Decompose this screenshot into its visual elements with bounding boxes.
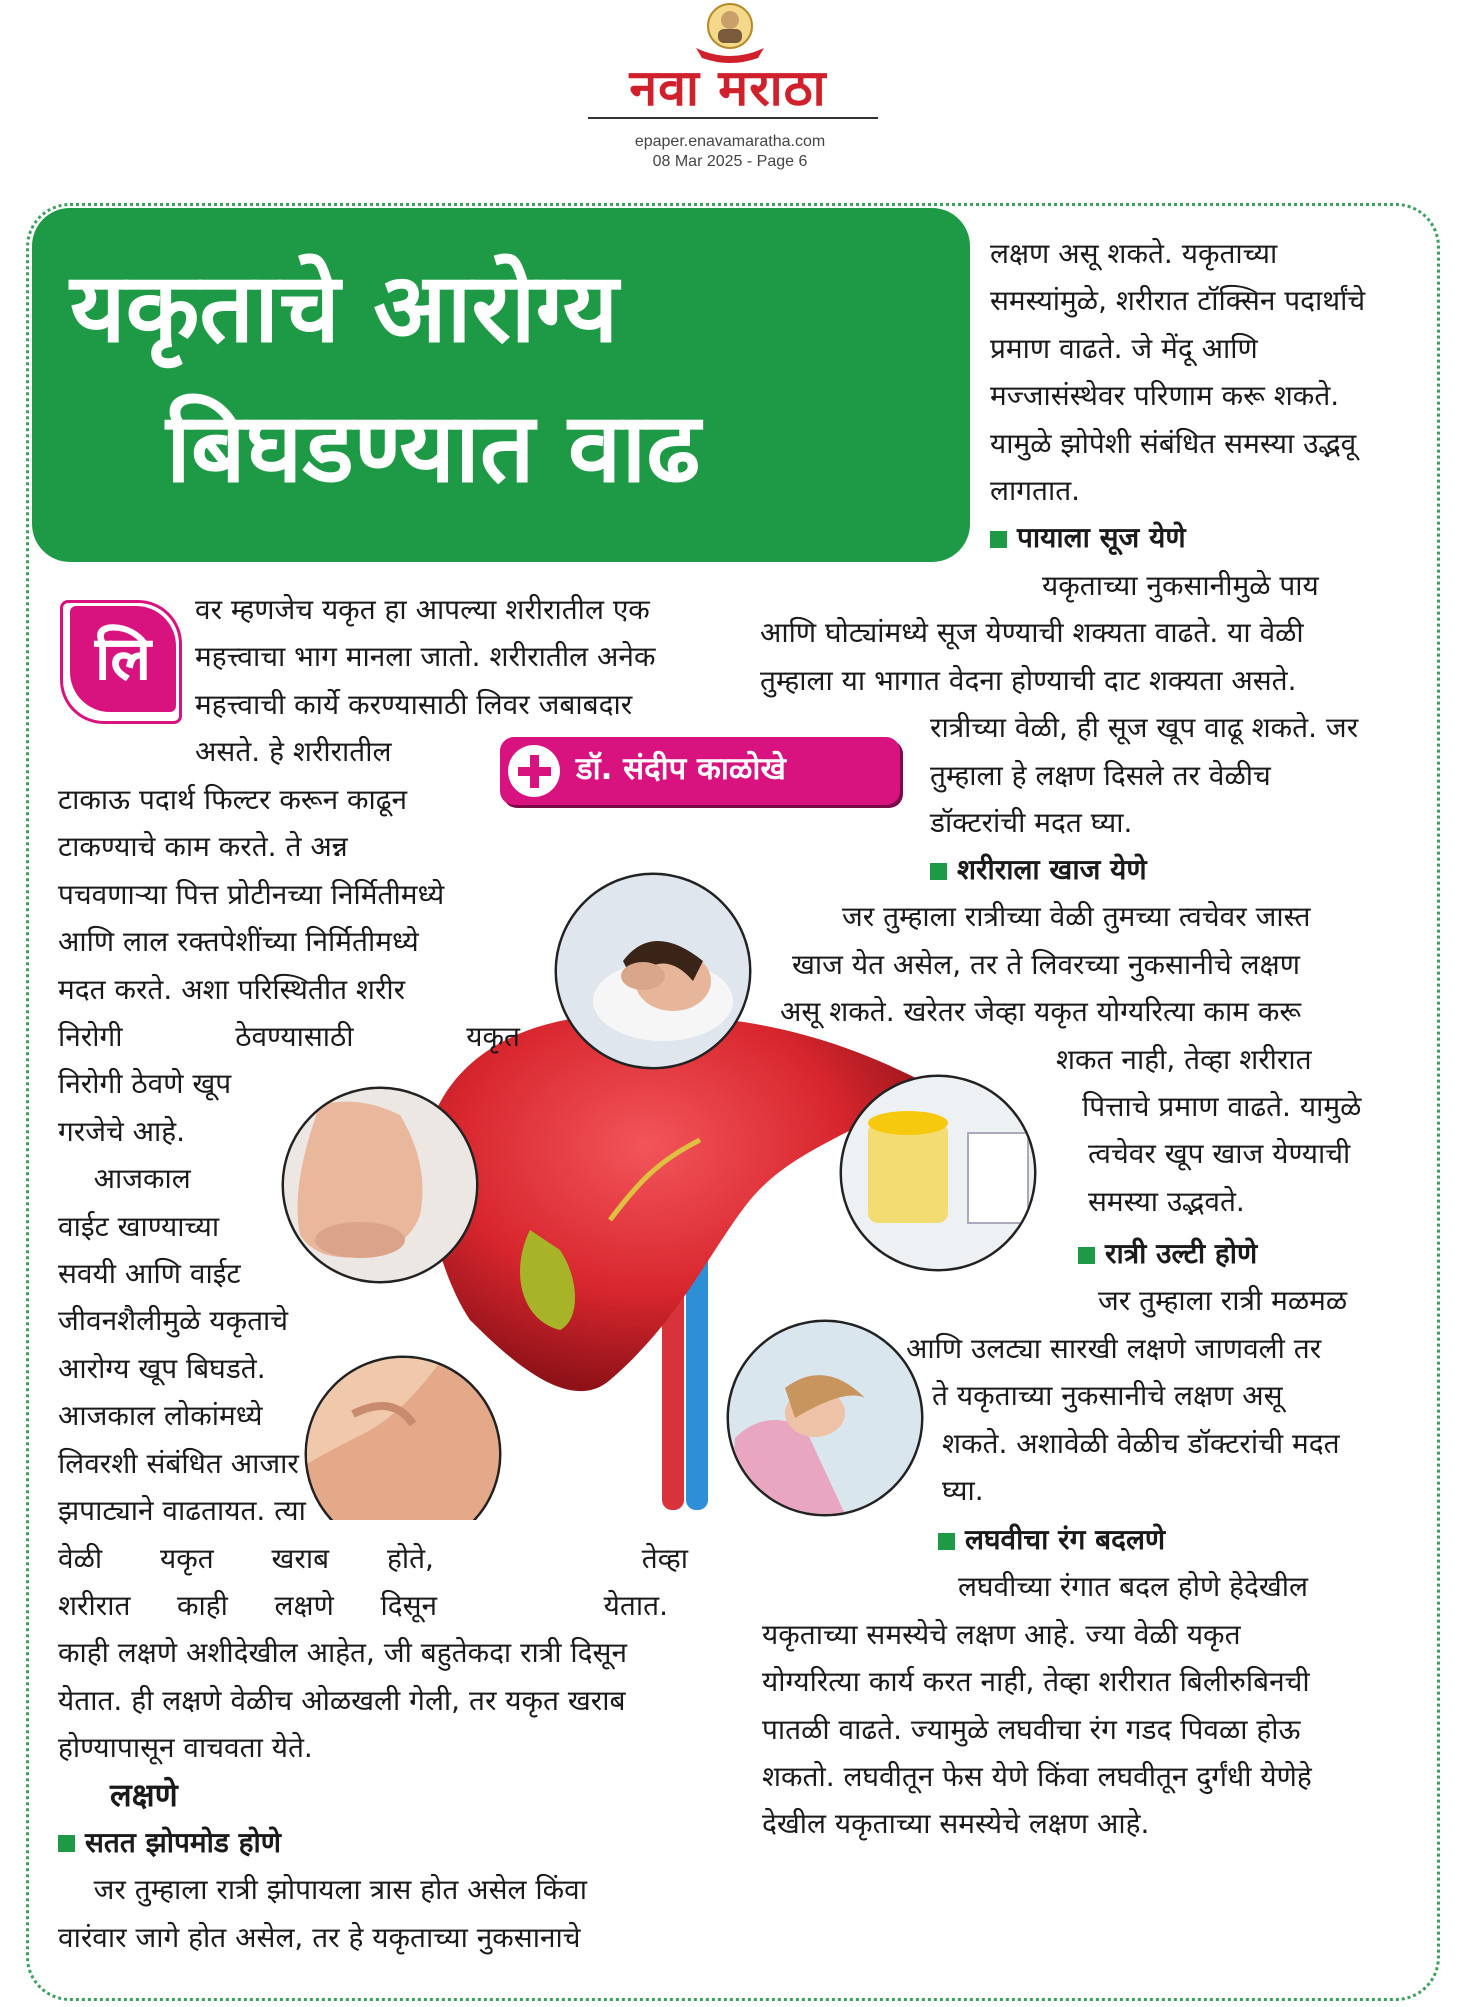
body-line: आजकाल लोकांमध्ये xyxy=(58,1399,263,1433)
body-line xyxy=(58,1582,668,1629)
body-line: वारंवार जागे होत असेल, तर हे यकृताच्या नुकसानाचे xyxy=(58,1920,581,1954)
masthead xyxy=(0,0,1465,180)
sleep-heading-text: सतत झोपमोड होणे xyxy=(85,1825,282,1859)
vomit-heading xyxy=(906,1230,1347,1277)
body-line: लघवीच्या रंगात बदल होणे हेदेखील xyxy=(958,1570,1309,1604)
word: खराब xyxy=(271,1541,330,1575)
author-name: डॉ. संदीप काळोखे xyxy=(576,751,786,787)
sleep-photo xyxy=(556,874,750,1068)
body-line: झपाट्याने वाढतायत. त्या xyxy=(58,1494,306,1528)
body-line: शकतो. लघवीतून फेस येणे किंवा लघवीतून दुर्गंधी येणेहे xyxy=(762,1760,1312,1794)
sleep-heading xyxy=(58,1819,498,1866)
body-line: काही लक्षणे अशीदेखील आहेत, जी बहुतेकदा रात्री दिसून xyxy=(58,1636,627,1670)
body-line: प्रमाण वाढते. जे मेंदू आणि xyxy=(990,331,1258,365)
body-line: आणि उलट्या सारखी लक्षणे जाणवली तर xyxy=(906,1331,1322,1365)
body-line: पचवणाऱ्या पित्त प्रोटीनच्या निर्मितीमध्ये xyxy=(58,877,445,911)
intro-line: वर म्हणजेच यकृत हा आपल्या शरीरातील एक xyxy=(195,593,650,626)
logo-underline xyxy=(588,115,878,121)
body-line: यकृताच्या नुकसानीमुळे पाय xyxy=(1042,569,1319,602)
urine-section xyxy=(762,1516,1312,1848)
word: यकृत xyxy=(159,1541,214,1575)
body-line: शकते. अशावेळी वेळीच डॉक्टरांची मदत xyxy=(942,1426,1340,1460)
body-line: खाज येत असेल, तर ते लिवरच्या नुकसानीचे लक्षण xyxy=(792,947,1300,981)
intro-paragraph xyxy=(195,586,655,776)
body-line: यकृताच्या समस्येचे लक्षण आहे. ज्या वेळी यकृत xyxy=(762,1617,1241,1651)
vomit-heading-text: रात्री उल्टी होणे xyxy=(1105,1237,1258,1270)
body-line: घ्या. xyxy=(942,1474,984,1508)
body-line: त्वचेवर खूप खाज येण्याची xyxy=(1088,1137,1351,1171)
title-line-1: यकृताचे आरोग्य xyxy=(70,252,619,364)
vomiting-photo xyxy=(728,1321,922,1515)
body-line: आरोग्य खूप बिघडते. xyxy=(58,1351,266,1385)
article-title xyxy=(70,238,950,518)
body-line: होण्यापासून वाचवता येते. xyxy=(58,1731,313,1765)
body-line: रात्रीच्या वेळी, ही सूज खूप वाढू शकते. जर xyxy=(930,711,1359,745)
intro-line: महत्त्वाचा भाग मानला जातो. शरीरातील अनेक xyxy=(195,640,656,674)
bullet-square-icon xyxy=(990,531,1007,548)
body-line: जर तुम्हाला रात्री मळमळ xyxy=(1098,1284,1348,1318)
word: वेळी xyxy=(58,1541,103,1575)
itch-section xyxy=(780,846,1361,1225)
dropcap-letter: लि xyxy=(70,606,176,712)
body-line: टाकण्याचे काम करते. ते अन्न xyxy=(58,830,348,864)
body-line: पित्ताचे प्रमाण वाढते. यामुळे xyxy=(1082,1090,1362,1124)
title-line-2: बिघडण्यात वाढ xyxy=(166,392,701,504)
body-line: जीवनशैलीमुळे यकृताचे xyxy=(58,1304,289,1338)
intro-line: महत्त्वाची कार्ये करण्यासाठी लिवर जबाबदार xyxy=(195,687,633,721)
word: काही xyxy=(177,1588,228,1622)
body-line: देखील यकृताच्या समस्येचे लक्षण आहे. xyxy=(762,1807,1150,1841)
body-line: समस्या उद्भवते. xyxy=(1088,1184,1245,1218)
body-line: येतात. ही लक्षणे वेळीच ओळखली गेली, तर यकृत खराब xyxy=(58,1683,626,1717)
body-line: जर तुम्हाला रात्रीच्या वेळी तुमच्या त्वचेवर जास्त xyxy=(842,900,1311,934)
word: शरीरात xyxy=(58,1588,131,1622)
itch-heading xyxy=(780,846,1361,893)
body-line: मदत करते. अशा परिस्थितीत शरीर xyxy=(58,972,406,1006)
vomit-section xyxy=(906,1230,1347,1514)
swelling-section xyxy=(760,562,1358,846)
urine-heading xyxy=(762,1516,1312,1563)
body-line: यामुळे झोपेशी संबंधित समस्या उद्भवू xyxy=(990,426,1357,460)
bullet-square-icon xyxy=(930,863,947,880)
swelling-heading-text: पायाला सूज येणे xyxy=(1017,521,1186,555)
body-line: शकत नाही, तेव्हा शरीरात xyxy=(1056,1042,1312,1076)
word: होते, xyxy=(386,1541,434,1575)
bullet-square-icon xyxy=(1078,1247,1095,1264)
left-body xyxy=(58,776,688,1961)
body-line: सवयी आणि वाईट xyxy=(58,1257,241,1291)
urine-heading-text: लघवीचा रंग बदलणे xyxy=(965,1523,1166,1556)
body-line: असू शकते. खरेतर जेव्हा यकृत योग्यरित्या काम करू xyxy=(780,995,1302,1029)
word: दिसून xyxy=(380,1588,438,1622)
newspaper-logo: नवा मराठा xyxy=(629,59,827,117)
word: निरोगी xyxy=(58,1020,123,1054)
body-line xyxy=(58,1535,688,1582)
body-line: आणि घोट्यांमध्ये सूज येण्याची शक्यता वाढते. या वेळी xyxy=(760,616,1304,650)
symptoms-heading: लक्षणे xyxy=(110,1775,178,1814)
newspaper-seal-icon xyxy=(688,2,772,64)
itch-heading-text: शरीराला खाज येणे xyxy=(957,853,1147,886)
body-line: समस्यांमुळे, शरीरात टॉक्सिन पदार्थांचे xyxy=(990,284,1366,318)
body-line: लिवरशी संबंधित आजार xyxy=(58,1446,299,1480)
body-line: योग्यरित्या कार्य करत नाही, तेव्हा शरीरात बिलीरुबिनची xyxy=(762,1665,1310,1699)
right-top-paragraph xyxy=(990,230,1365,562)
body-line: आणि लाल रक्तपेशींच्या निर्मितीमध्ये xyxy=(58,925,419,959)
word: यकृत xyxy=(466,1020,520,1054)
word: येतात. xyxy=(603,1588,668,1622)
body-line: मज्जासंस्थेवर परिणाम करू शकते. xyxy=(990,379,1340,413)
word: तेव्हा xyxy=(641,1541,688,1575)
bullet-square-icon xyxy=(938,1533,955,1550)
body-line: आजकाल xyxy=(58,1162,191,1196)
body-line: गरजेचे आहे. xyxy=(58,1114,186,1148)
body-line: डॉक्टरांची मदत घ्या. xyxy=(930,806,1133,840)
epaper-url[interactable]: epaper.enavamaratha.com xyxy=(634,133,826,150)
swelling-heading xyxy=(990,514,1365,561)
body-line: तुम्हाला या भागात वेदना होण्याची दाट शक्यता असते. xyxy=(760,663,1297,697)
bullet-square-icon xyxy=(58,1835,75,1852)
body-line: लक्षण असू शकते. यकृताच्या xyxy=(990,237,1278,270)
intro-line: असते. हे शरीरातील xyxy=(195,735,392,769)
body-line: टाकाऊ पदार्थ फिल्टर करून काढून xyxy=(58,783,408,816)
body-line xyxy=(58,1013,520,1060)
word: लक्षणे xyxy=(274,1588,334,1622)
body-line: ते यकृताच्या नुकसानीचे लक्षण असू xyxy=(932,1379,1283,1413)
body-line: वाईट खाण्याच्या xyxy=(58,1209,220,1243)
body-line: जर तुम्हाला रात्री झोपायला त्रास होत असेल किंवा xyxy=(58,1873,587,1907)
body-line: लागतात. xyxy=(990,474,1081,508)
body-line: पातळी वाढते. ज्यामुळे लघवीचा रंग गडद पिवळा होऊ xyxy=(762,1712,1301,1746)
date-page: 08 Mar 2025 - Page 6 xyxy=(652,153,808,170)
body-line: निरोगी ठेवणे खूप xyxy=(58,1067,232,1101)
body-line: तुम्हाला हे लक्षण दिसले तर वेळीच xyxy=(930,758,1271,792)
word: ठेवण्यासाठी xyxy=(235,1020,354,1054)
